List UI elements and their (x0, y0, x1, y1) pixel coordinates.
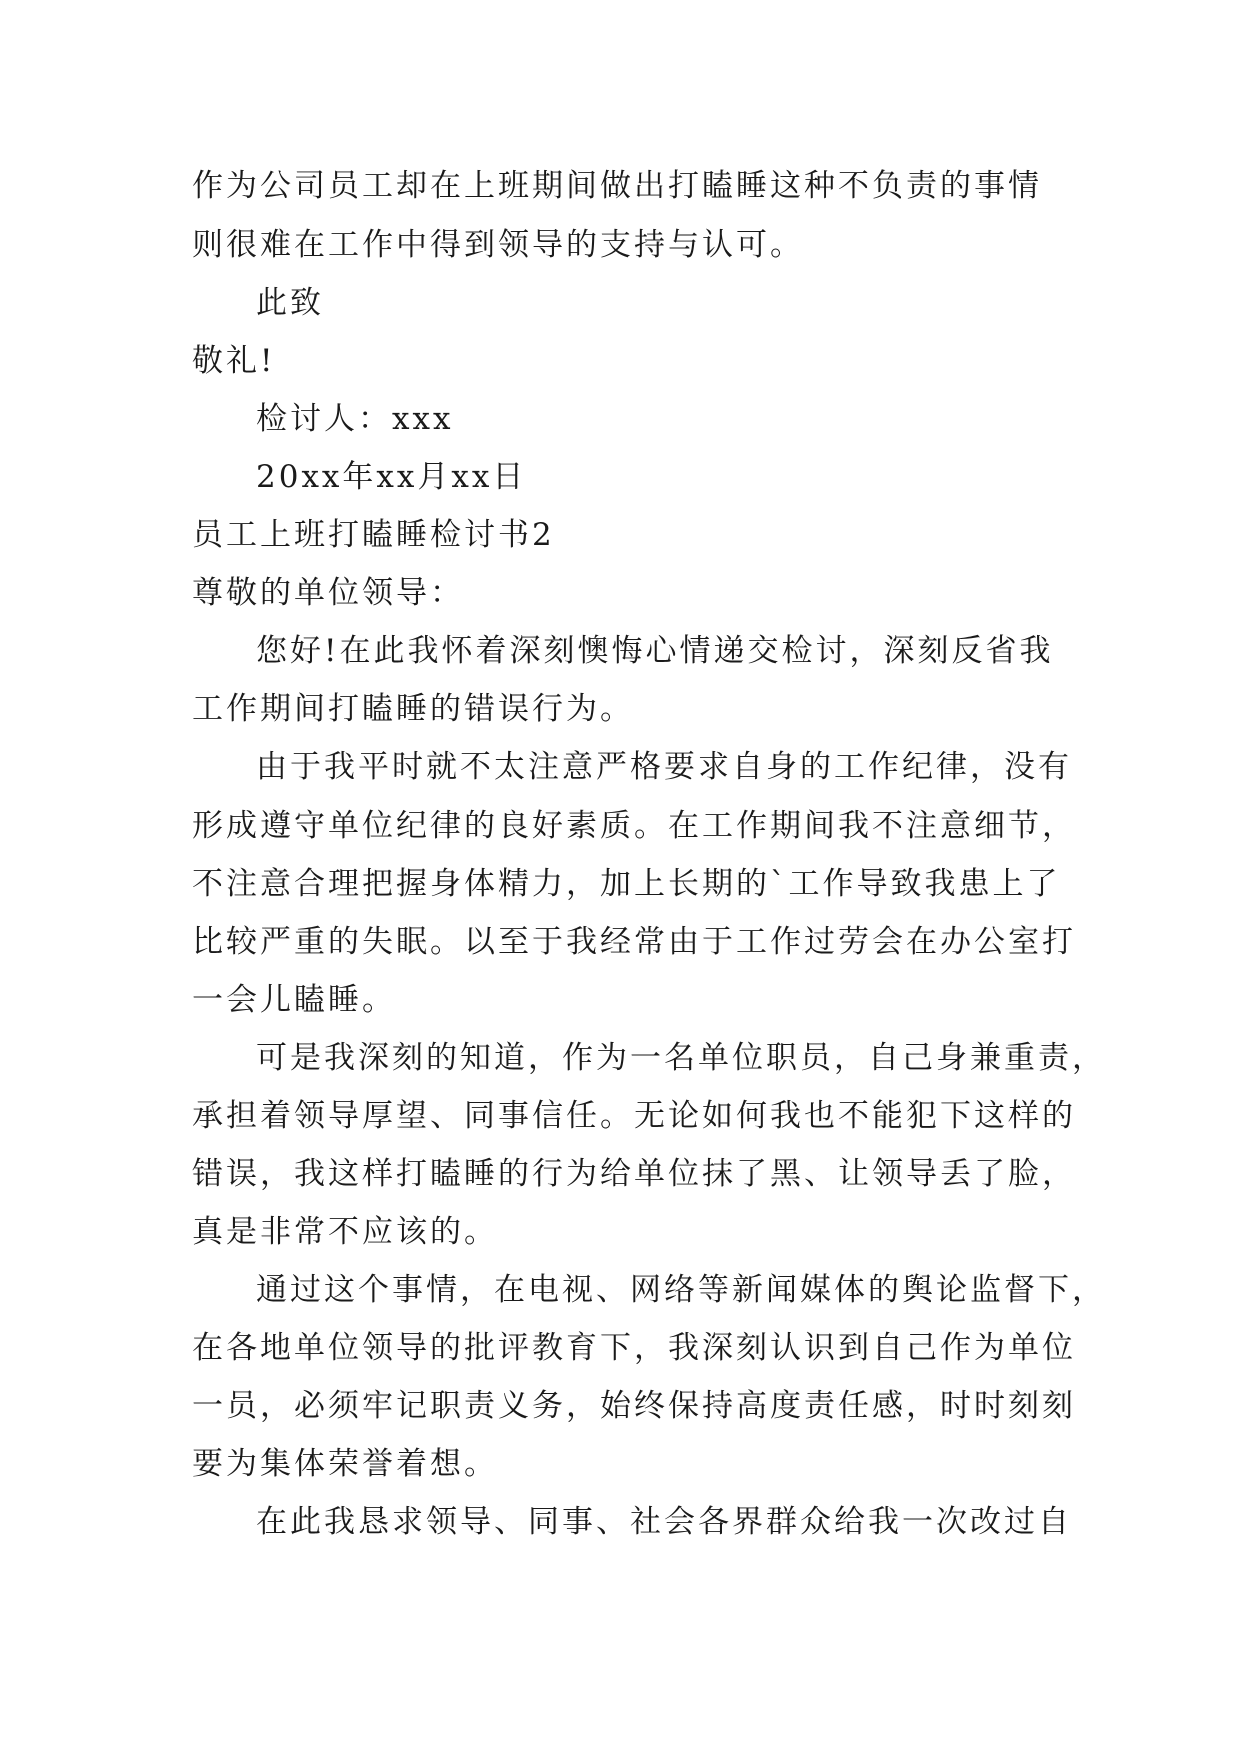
text-line: 比较严重的失眠。以至于我经常由于工作过劳会在办公室打 (192, 924, 1076, 960)
salutation-closing: 敬礼! (192, 343, 276, 379)
greeting: 尊敬的单位领导： (192, 575, 464, 611)
text-line: 通过这个事情，在电视、网络等新闻媒体的舆论监督下， (256, 1272, 1106, 1308)
text-line: 形成遵守单位纪律的良好素质。在工作期间我不注意细节， (192, 808, 1076, 844)
text-line: 承担着领导厚望、同事信任。无论如何我也不能犯下这样的 (192, 1098, 1076, 1134)
text-line: 在各地单位领导的批评教育下，我深刻认识到自己作为单位 (192, 1330, 1076, 1366)
text-line: 错误，我这样打瞌睡的行为给单位抹了黑、让领导丢了脸， (192, 1156, 1076, 1192)
text-line: 一会儿瞌睡。 (192, 982, 396, 1018)
text-line: 由于我平时就不太注意严格要求自身的工作纪律，没有 (256, 749, 1072, 785)
text-line: 不注意合理把握身体精力，加上长期的`工作导致我患上了 (192, 866, 1061, 902)
closing-phrase: 此致 (256, 285, 324, 321)
text-line: 作为公司员工却在上班期间做出打瞌睡这种不负责的事情 (192, 168, 1042, 204)
text-line: 您好!在此我怀着深刻懊悔心情递交检讨，深刻反省我 (256, 633, 1054, 669)
section-title: 员工上班打瞌睡检讨书2 (192, 517, 555, 553)
text-line: 一员，必须牢记职责义务，始终保持高度责任感，时时刻刻 (192, 1388, 1076, 1424)
text-line: 则很难在工作中得到领导的支持与认可。 (192, 227, 804, 263)
signature-author: 检讨人：xxx (256, 401, 454, 437)
signature-date: 20xx年xx月xx日 (256, 459, 527, 495)
text-line: 工作期间打瞌睡的错误行为。 (192, 691, 634, 727)
text-line: 真是非常不应该的。 (192, 1214, 498, 1250)
text-line: 要为集体荣誉着想。 (192, 1446, 498, 1482)
text-line: 可是我深刻的知道，作为一名单位职员，自己身兼重责， (256, 1040, 1106, 1076)
text-line: 在此我恳求领导、同事、社会各界群众给我一次改过自 (256, 1504, 1072, 1540)
